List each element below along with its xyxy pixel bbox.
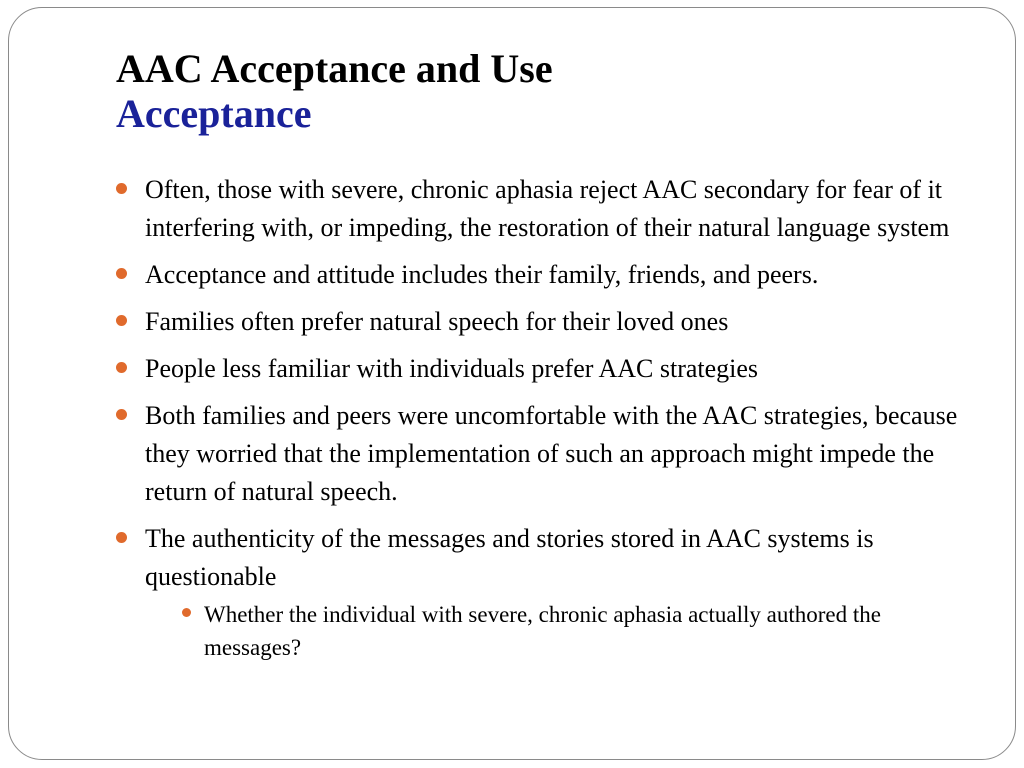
title-block [116,46,976,136]
bullet-item [116,171,976,247]
bullet-text: Both families and peers were uncomfortable with the AAC strategies, because they worried that the implementation of such an approach might impede the return of natural speech. [145,401,958,506]
bullet-dot-icon [116,409,127,420]
slide-title: AAC Acceptance and Use [116,46,553,91]
bullet-item [116,256,976,294]
slide-body [116,171,976,673]
bullet-text: Families often prefer natural speech for their loved ones [145,307,729,336]
sub-bullet-list [145,598,976,664]
bullet-item [116,350,976,388]
sub-bullet-item [174,598,976,664]
bullet-dot-icon [116,315,127,326]
bullet-text: The authenticity of the messages and stories stored in AAC systems is questionable [145,524,874,591]
bullet-item [116,520,976,664]
bullet-dot-icon [116,532,127,543]
bullet-dot-icon [116,362,127,373]
bullet-list [116,171,976,664]
bullet-dot-icon [116,183,127,194]
bullet-dot-icon [116,268,127,279]
bullet-text: Acceptance and attitude includes their family, friends, and peers. [145,260,819,289]
bullet-item [116,397,976,511]
sub-bullet-text: Whether the individual with severe, chronic aphasia actually authored the messages? [204,602,881,660]
slide-subtitle: Acceptance [116,91,312,136]
bullet-text: People less familiar with individuals prefer AAC strategies [145,354,759,383]
bullet-text: Often, those with severe, chronic aphasia reject AAC secondary for fear of it interfering with, or impeding, the restoration of their natural language system [145,175,950,242]
bullet-item [116,303,976,341]
sub-bullet-dot-icon [182,608,191,617]
